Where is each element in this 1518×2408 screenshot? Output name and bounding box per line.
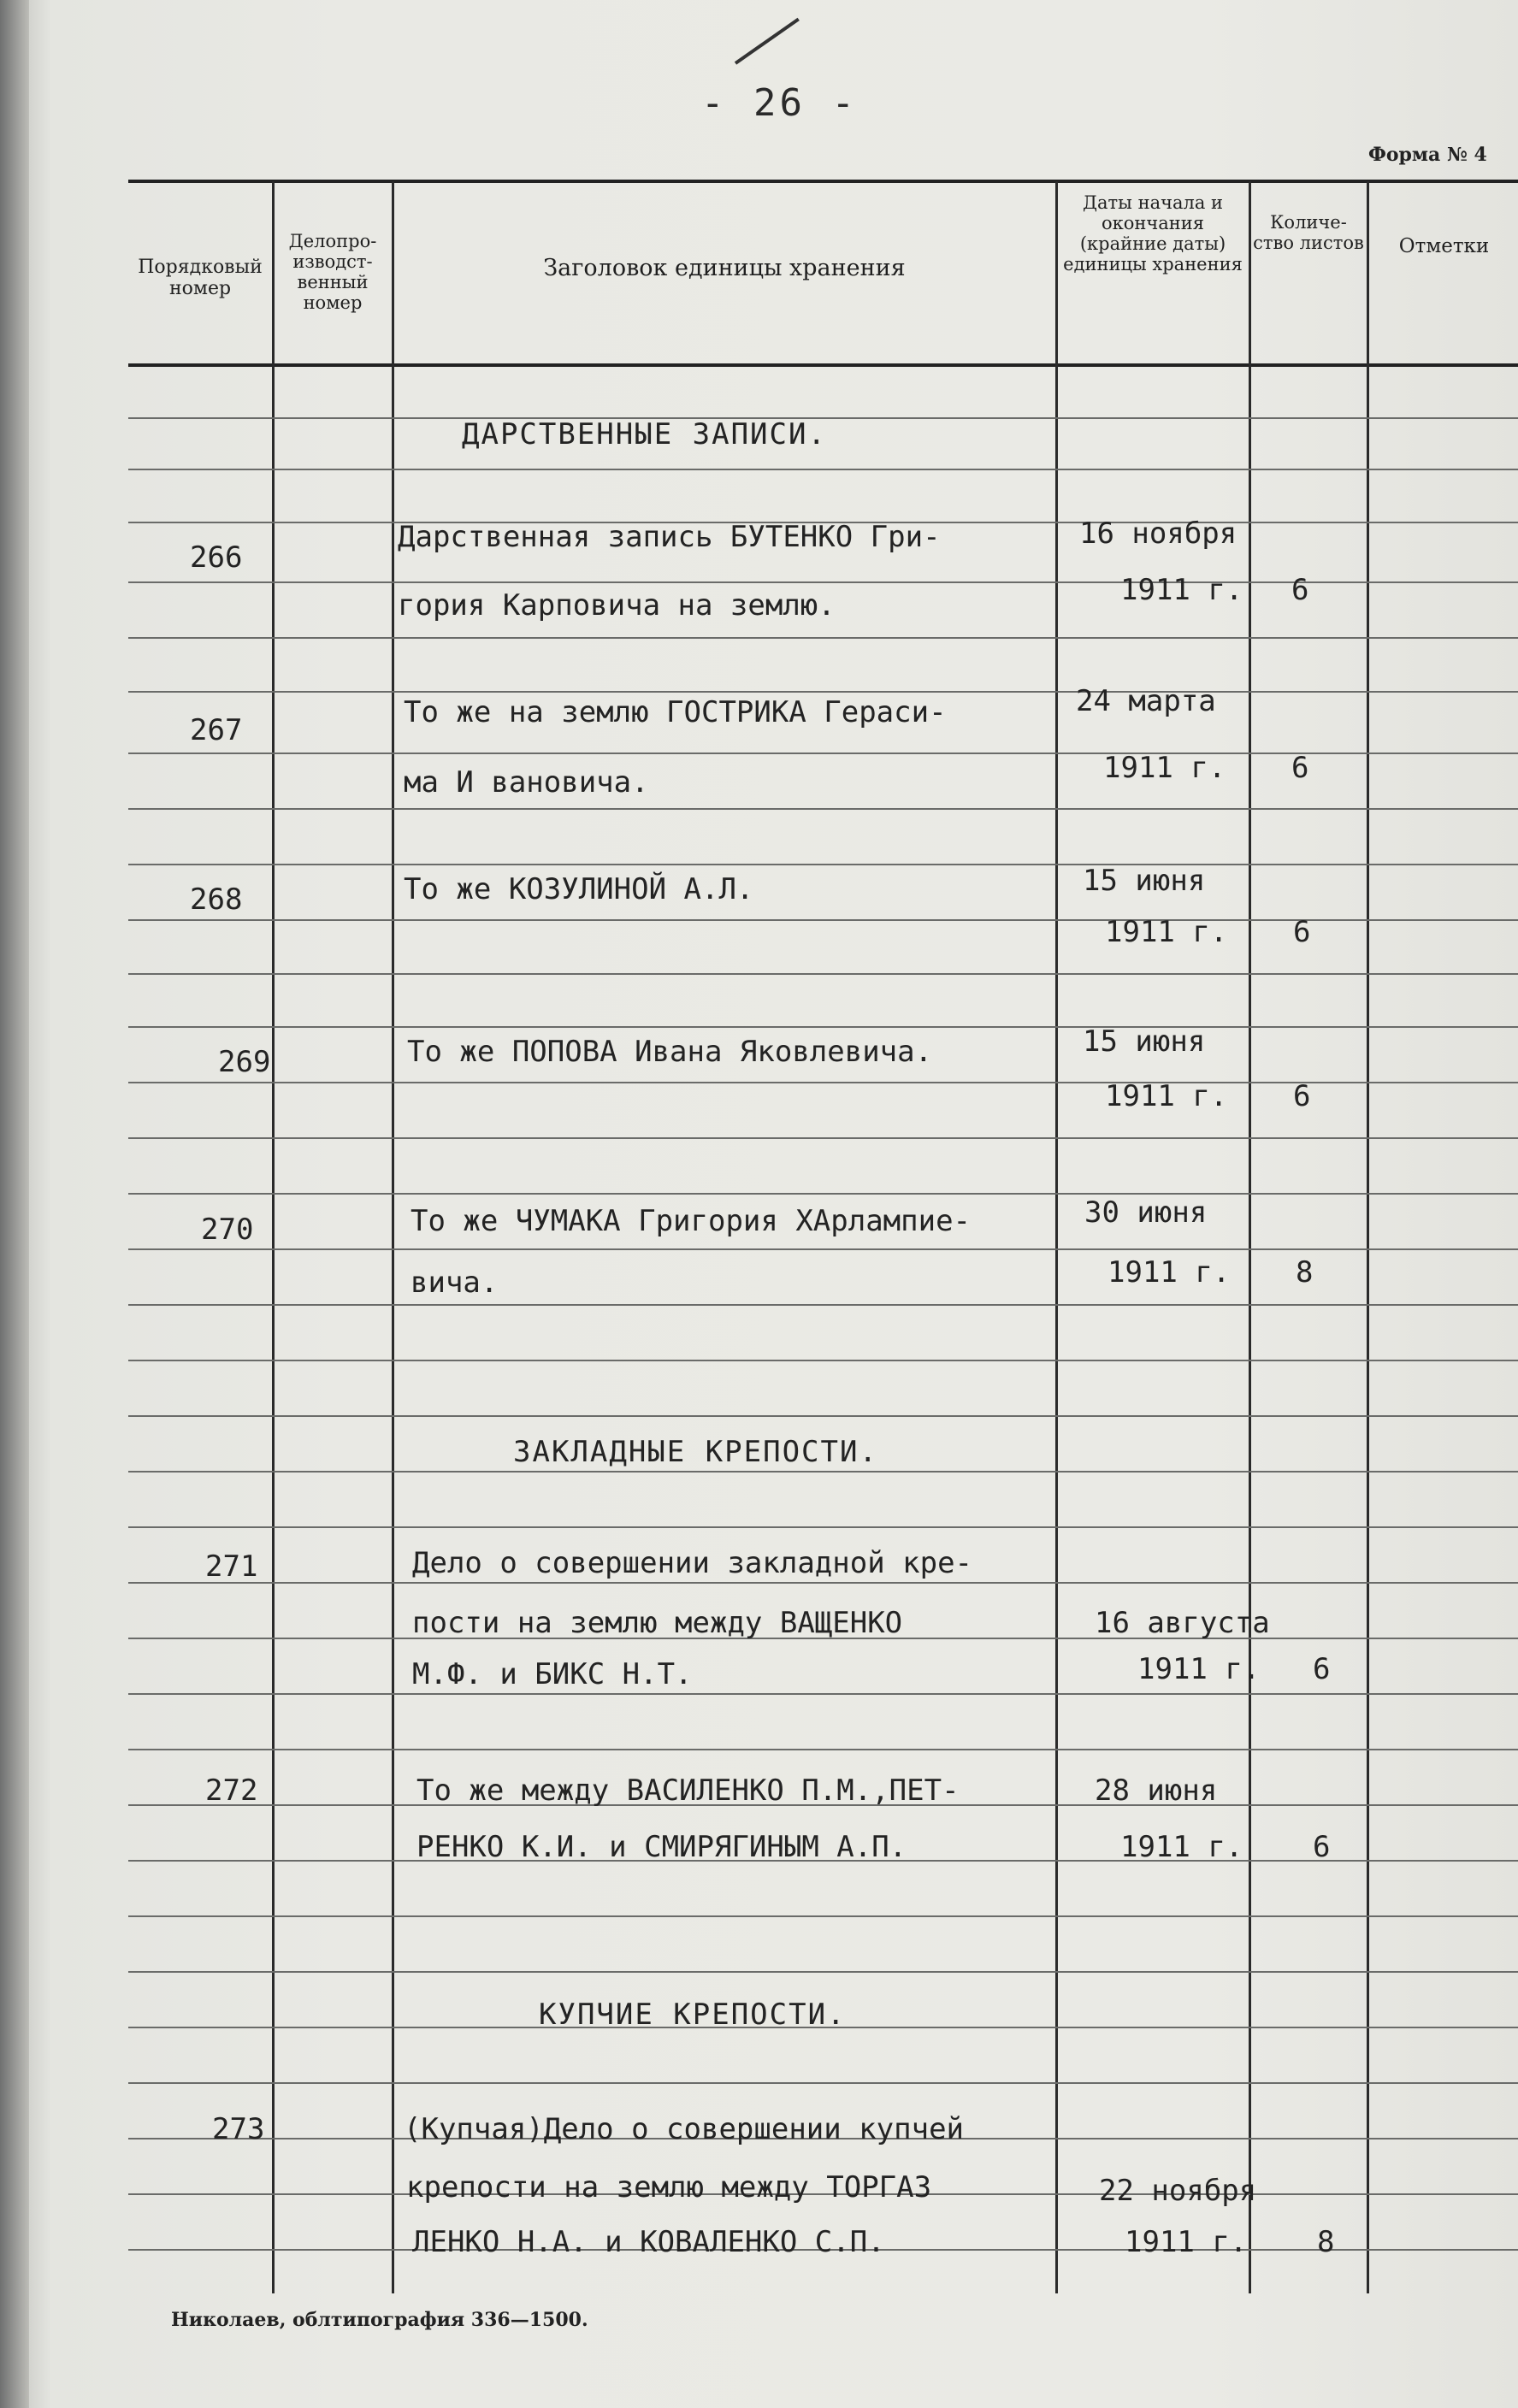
serial-number: 270 — [201, 1213, 254, 1247]
entry-date-year: 1911 г. — [1120, 1830, 1243, 1864]
section-heading-mortgage-deeds: ЗАКЛАДНЫЕ КРЕПОСТИ. — [513, 1435, 878, 1469]
serial-number: 273 — [212, 2112, 265, 2146]
page-number: - 26 - — [701, 81, 858, 125]
entry-title-line: (Купчая)Дело о совершении купчей — [404, 2112, 965, 2146]
entry-date-year: 1911 г. — [1125, 2225, 1248, 2259]
entry-sheet-count: 6 — [1293, 1079, 1311, 1113]
serial-number: 269 — [218, 1045, 271, 1079]
header-dates: Даты начала и окончания (крайние даты) единицы хранения — [1063, 192, 1243, 275]
serial-number: 268 — [190, 882, 243, 917]
serial-number: 272 — [205, 1774, 258, 1808]
entry-sheet-count: 6 — [1293, 915, 1311, 949]
printer-imprint: Николаев, облтипография 336—1500. — [171, 2309, 588, 2331]
entry-date-year: 1911 г. — [1103, 751, 1226, 785]
column-divider-2 — [392, 181, 394, 2293]
entry-date-year: 1911 г. — [1105, 915, 1228, 949]
entry-date-year: 1911 г. — [1105, 1079, 1228, 1113]
entry-date-start: 16 ноября — [1079, 516, 1237, 551]
header-top-border — [128, 180, 1518, 183]
section-heading-gift-records: ДАРСТВЕННЫЕ ЗАПИСИ. — [462, 417, 827, 452]
entry-sheet-count: 6 — [1291, 573, 1309, 607]
entry-sheet-count: 6 — [1291, 751, 1309, 785]
entry-title-line: Дело о совершении закладной кре- — [412, 1546, 973, 1580]
header-sheet-count: Количе-ство листов — [1253, 212, 1364, 254]
entry-title-line: То же между ВАСИЛЕНКО П.М.,ПЕТ- — [416, 1774, 960, 1808]
entry-date-year: 1911 г. — [1120, 573, 1243, 607]
entry-date-start: 16 августа — [1095, 1606, 1270, 1640]
entry-title-line: То же ПОПОВА Ивана Яковлевича. — [407, 1035, 933, 1069]
entry-sheet-count: 6 — [1313, 1830, 1331, 1864]
header-storage-title: Заголовок единицы хранения — [543, 255, 906, 281]
entry-date-start: 15 июня — [1083, 1024, 1206, 1059]
entry-title-line: М.Ф. и БИКС Н.Т. — [412, 1657, 693, 1691]
column-divider-5 — [1367, 181, 1369, 2293]
header-bottom-border — [128, 363, 1518, 367]
column-divider-4 — [1249, 181, 1251, 2293]
entry-title-line: То же КОЗУЛИНОЙ А.Л. — [404, 872, 754, 906]
entry-title-line: крепости на землю между ТОРГАЗ — [406, 2170, 932, 2204]
form-label: Форма № 4 — [1368, 144, 1487, 166]
entry-title-line: ЛЕНКО Н.А. и КОВАЛЕНКО С.П. — [412, 2225, 885, 2259]
page-number-correction-mark — [735, 18, 800, 65]
serial-number: 267 — [190, 713, 243, 747]
entry-title-line: То же ЧУМАКА Григория ХАрлампие- — [411, 1204, 972, 1238]
serial-number: 266 — [190, 540, 243, 575]
entry-title-line: пости на землю между ВАЩЕНКО — [412, 1606, 903, 1640]
entry-date-start: 28 июня — [1095, 1774, 1218, 1808]
serial-number: 271 — [205, 1549, 258, 1584]
entry-date-year: 1911 г. — [1107, 1255, 1231, 1290]
entry-sheet-count: 6 — [1313, 1652, 1331, 1686]
entry-sheet-count: 8 — [1317, 2225, 1335, 2259]
entry-title-line: вича. — [411, 1266, 499, 1300]
section-heading-purchase-deeds: КУПЧИЕ КРЕПОСТИ. — [539, 1998, 847, 2032]
entry-title-line: То же на землю ГОСТРИКА Гераси- — [404, 695, 947, 729]
entry-date-start: 22 ноября — [1099, 2174, 1257, 2208]
header-serial-number: Порядковый номер — [138, 257, 263, 300]
header-office-number: Делопро-изводст-венный номер — [288, 231, 377, 314]
entry-date-start: 15 июня — [1083, 864, 1206, 898]
entry-title-line: ма И вановича. — [404, 765, 649, 800]
entry-sheet-count: 8 — [1296, 1255, 1314, 1290]
entry-date-year: 1911 г. — [1137, 1652, 1261, 1686]
entry-date-start: 24 марта — [1076, 684, 1216, 718]
header-notes: Отметки — [1398, 235, 1490, 257]
entry-title-line: гория Карповича на землю. — [398, 588, 836, 623]
entry-date-start: 30 июня — [1084, 1195, 1208, 1230]
column-divider-1 — [272, 181, 275, 2293]
binding-edge — [0, 0, 29, 2408]
column-divider-3 — [1055, 181, 1058, 2293]
entry-title-line: Дарственная запись БУТЕНКО Гри- — [398, 520, 941, 554]
entry-title-line: РЕНКО К.И. и СМИРЯГИНЫМ А.П. — [416, 1830, 907, 1864]
